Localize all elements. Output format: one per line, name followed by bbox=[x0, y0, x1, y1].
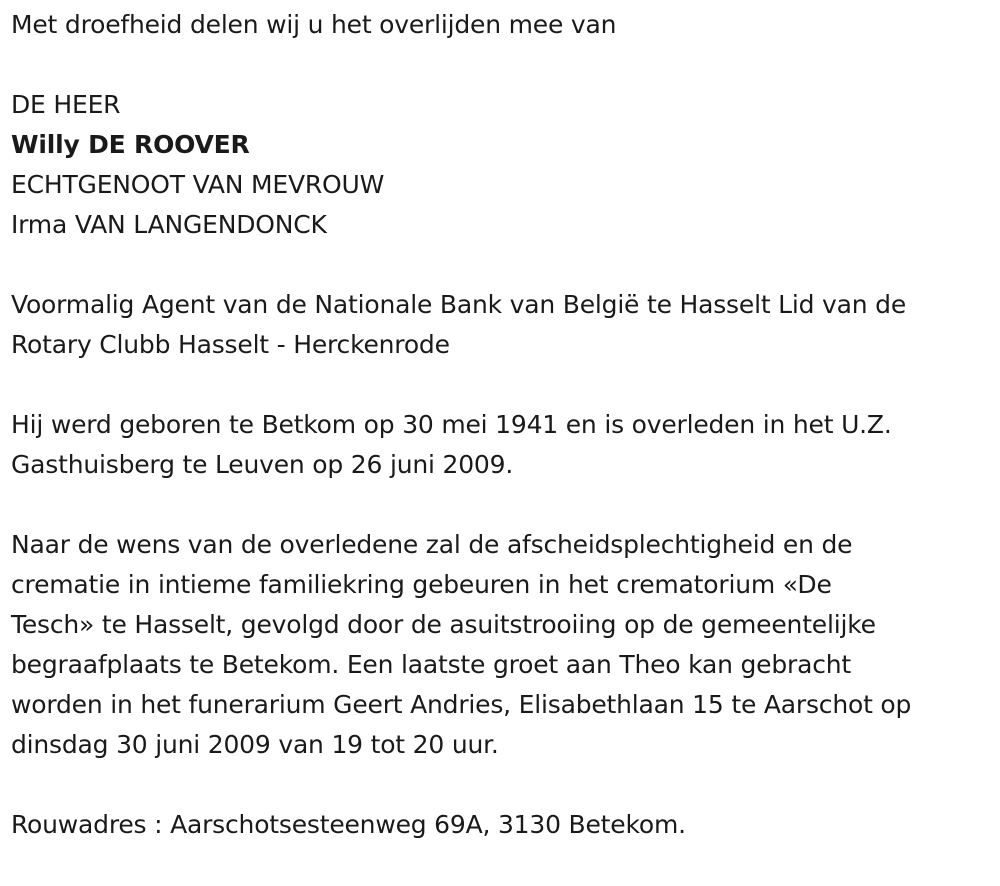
intro-text: Met droefheid delen wij u het overlijden mee van bbox=[11, 10, 617, 39]
ceremony-line: Tesch» te Hasselt, gevolgd door de asuitstrooiing op de gemeentelijke bbox=[11, 610, 876, 639]
ceremony-paragraph bbox=[11, 525, 996, 765]
spacer bbox=[11, 485, 996, 525]
birth-death-line: Hij werd geboren te Betkom op 30 mei 1941 en is overleden in het U.Z. bbox=[11, 410, 892, 439]
ceremony-line: Naar de wens van de overledene zal de afscheidsplechtigheid en de bbox=[11, 530, 853, 559]
birth-death-line: Gasthuisberg te Leuven op 26 juni 2009. bbox=[11, 450, 514, 479]
mourning-address: Rouwadres : Aarschotsesteenweg 69A, 3130 Betekom. bbox=[11, 810, 686, 839]
spacer bbox=[11, 365, 996, 405]
spacer bbox=[11, 245, 996, 285]
ceremony-line: dinsdag 30 juni 2009 van 19 tot 20 uur. bbox=[11, 730, 499, 759]
birth-death-paragraph bbox=[11, 405, 996, 485]
ceremony-line: worden in het funerarium Geert Andries, Elisabethlaan 15 te Aarschot op bbox=[11, 690, 912, 719]
spacer bbox=[11, 45, 996, 85]
career-line: Voormalig Agent van de Nationale Bank van België te Hasselt Lid van de bbox=[11, 290, 907, 319]
ceremony-line: begraafplaats te Betekom. Een laatste groet aan Theo kan gebracht bbox=[11, 650, 852, 679]
salutation: DE HEER bbox=[11, 90, 121, 119]
spouse-name: Irma VAN LANGENDONCK bbox=[11, 210, 327, 239]
career-line: Rotary Clubb Hasselt - Herckenrode bbox=[11, 330, 450, 359]
career-paragraph bbox=[11, 285, 996, 365]
spouse-label: ECHTGENOOT VAN MEVROUW bbox=[11, 170, 385, 199]
ceremony-line: crematie in intieme familiekring gebeuren in het crematorium «De bbox=[11, 570, 832, 599]
obituary-notice bbox=[11, 0, 996, 845]
deceased-name: Willy DE ROOVER bbox=[11, 130, 250, 159]
spacer bbox=[11, 765, 996, 805]
